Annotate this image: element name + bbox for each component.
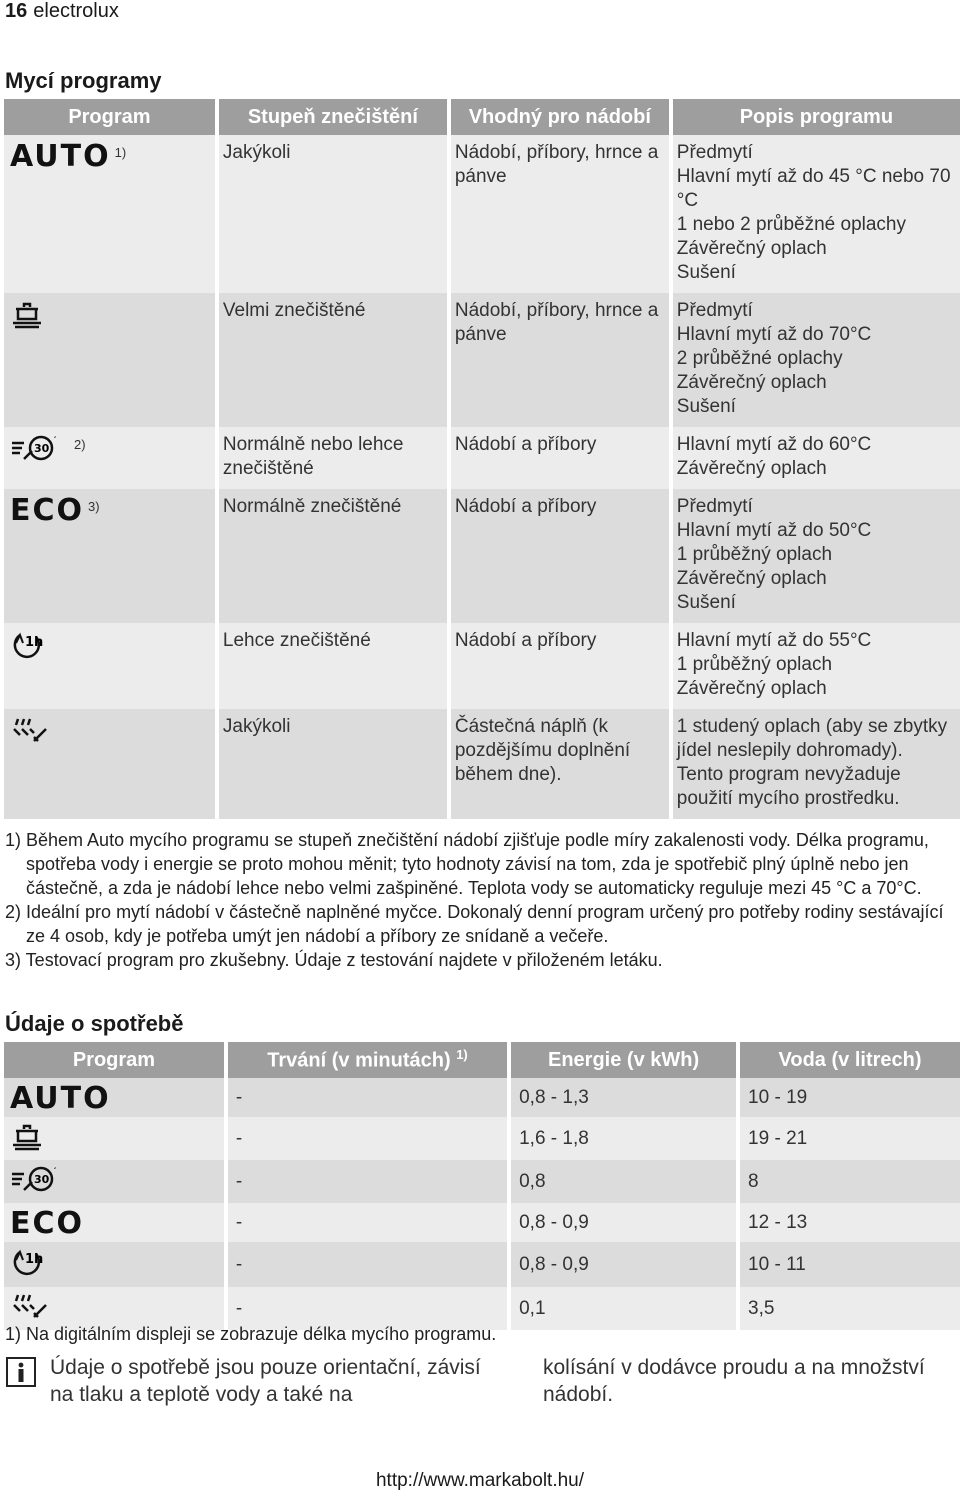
- col-header-water: Voda (v litrech): [740, 1042, 960, 1078]
- duration-cell: -: [228, 1203, 507, 1242]
- info-text-col1: Údaje o spotřebě jsou pouze orientační, závisí na tlaku a teplotě vody a také na: [50, 1356, 481, 1406]
- table-row: [4, 1117, 960, 1160]
- table-row: [4, 623, 960, 709]
- intensive-pot-icon: [10, 1121, 46, 1158]
- duration-cell: -: [228, 1287, 507, 1330]
- col-header-soil: Stupeň znečištění: [219, 99, 447, 135]
- table-row: [4, 135, 960, 293]
- table-row: [4, 489, 960, 623]
- footnote-1: 1) Během Auto mycího programu se stupeň znečištění nádobí zjišťuje podle míry zakalenosti vody. Délka programu, spotřeba vody i energie se proto mohou měnit; tyto hodnoty závisí na tom, zda je spotřebič plný úplně nebo jen částečně, a zda je nádobí lehce nebo velmi zašpiněné. Teplota vody se automaticky reguluje mezi 45 °C a 70°C.: [5, 830, 929, 898]
- quick-30-icon: [10, 433, 70, 470]
- page-header: [5, 0, 119, 23]
- col-header-program: Program: [4, 99, 215, 135]
- soil-level-cell: Velmi znečištěné: [219, 293, 447, 427]
- table-row: [4, 293, 960, 427]
- table-row: [4, 427, 960, 489]
- auto-word-icon: AUTO: [10, 139, 111, 174]
- program-icon-cell: [4, 1203, 224, 1242]
- program-description-cell: Hlavní mytí až do 55°C 1 průběžný oplach Závěrečný oplach: [673, 623, 960, 709]
- svg-text:30: 30: [34, 442, 50, 455]
- program-description-cell: Hlavní mytí až do 60°C Závěrečný oplach: [673, 427, 960, 489]
- programs-footnotes: [5, 828, 960, 972]
- consumption-table: [0, 1042, 960, 1330]
- energy-cell: 0,8: [511, 1160, 736, 1203]
- svg-text:1h: 1h: [25, 635, 44, 650]
- eco-word-icon: ECO: [10, 1205, 85, 1241]
- soil-level-cell: Jakýkoli: [219, 709, 447, 819]
- program-icon-cell: [4, 1078, 224, 1117]
- soil-level-cell: Lehce znečištěné: [219, 623, 447, 709]
- consumption-title: Údaje o spotřebě: [5, 1011, 184, 1036]
- rinse-hold-icon: [10, 715, 54, 752]
- water-cell: 8: [740, 1160, 960, 1203]
- table-row: [4, 1160, 960, 1203]
- svg-text:30: 30: [34, 1173, 50, 1186]
- duration-cell: -: [228, 1117, 507, 1160]
- program-footnote-ref: 3): [88, 499, 100, 514]
- energy-cell: 0,8 - 1,3: [511, 1078, 736, 1117]
- program-icon-cell: [4, 623, 215, 709]
- table-row: [4, 709, 960, 819]
- dishes-cell: Nádobí, příbory, hrnce a pánve: [451, 135, 669, 293]
- program-icon-cell: [4, 709, 215, 819]
- program-icon-cell: [4, 1117, 224, 1160]
- duration-cell: -: [228, 1160, 507, 1203]
- info-text-col2: kolísání v dodávce proudu a na množství nádobí.: [543, 1356, 925, 1406]
- soil-level-cell: Normálně znečištěné: [219, 489, 447, 623]
- col-header-energy: Energie (v kWh): [511, 1042, 736, 1078]
- col-header-duration: Trvání (v minutách) $^{1)}$: [228, 1042, 507, 1078]
- footnote-3: 3) Testovací program pro zkušebny. Údaje z testování najdete v přiloženém letáku.: [5, 950, 663, 970]
- svg-text:′: ′: [54, 1167, 57, 1177]
- one-hour-icon: [10, 1246, 50, 1285]
- soil-level-cell: Normálně nebo lehce znečištěné: [219, 427, 447, 489]
- page-number: 16: [5, 0, 28, 22]
- dishes-cell: Částečná náplň (k pozdějšímu doplnění během dne).: [451, 709, 669, 819]
- program-icon-cell: [4, 293, 215, 427]
- dishes-cell: Nádobí a příbory: [451, 623, 669, 709]
- one-hour-icon: [10, 629, 50, 668]
- footnote-2: 2) Ideální pro mytí nádobí v částečně naplněné myčce. Dokonalý denní program určený pro potřeby rodiny sestávající ze 4 osob, kdy je potřeba umýt jen nádobí a příbory ze snídaně a večeře.: [5, 902, 944, 946]
- water-cell: 3,5: [740, 1287, 960, 1330]
- intensive-pot-icon: [10, 299, 46, 336]
- water-cell: 10 - 19: [740, 1078, 960, 1117]
- soil-level-cell: Jakýkoli: [219, 135, 447, 293]
- program-footnote-ref: 2): [74, 437, 86, 452]
- program-icon-cell: [4, 1160, 224, 1203]
- brand-name: electrolux: [33, 0, 119, 22]
- energy-cell: 0,8 - 0,9: [511, 1203, 736, 1242]
- program-icon-cell: [4, 427, 215, 489]
- water-cell: 12 - 13: [740, 1203, 960, 1242]
- program-icon-cell: [4, 489, 215, 623]
- col-header-program: Program: [4, 1042, 224, 1078]
- energy-cell: 0,1: [511, 1287, 736, 1330]
- program-description-cell: Předmytí Hlavní mytí až do 70°C 2 průběžné oplachy Závěrečný oplach Sušení: [673, 293, 960, 427]
- energy-cell: 1,6 - 1,8: [511, 1117, 736, 1160]
- duration-cell: -: [228, 1242, 507, 1287]
- program-icon-cell: [4, 1242, 224, 1287]
- program-description-cell: 1 studený oplach (aby se zbytky jídel neslepily dohromady). Tento program nevyžaduje použití mycího prostředku.: [673, 709, 960, 819]
- eco-word-icon: ECO: [10, 493, 85, 528]
- table-row: [4, 1078, 960, 1117]
- dishes-cell: Nádobí a příbory: [451, 489, 669, 623]
- energy-cell: 0,8 - 0,9: [511, 1242, 736, 1287]
- col-header-dishes: Vhodný pro nádobí: [451, 99, 669, 135]
- table-row: [4, 1203, 960, 1242]
- water-cell: 10 - 11: [740, 1242, 960, 1287]
- svg-text:1h: 1h: [25, 1252, 44, 1267]
- water-cell: 19 - 21: [740, 1117, 960, 1160]
- program-description-cell: Předmytí Hlavní mytí až do 45 °C nebo 70 °C 1 nebo 2 průběžné oplachy Závěrečný oplach Sušení: [673, 135, 960, 293]
- dishes-cell: Nádobí a příbory: [451, 427, 669, 489]
- info-icon: [6, 1357, 36, 1387]
- col-header-desc: Popis programu: [673, 99, 960, 135]
- table-row: [4, 1242, 960, 1287]
- programs-table: [0, 99, 960, 819]
- auto-word-icon: AUTO: [10, 1080, 111, 1116]
- svg-text:′: ′: [54, 436, 57, 446]
- program-icon-cell: [4, 135, 215, 293]
- program-description-cell: Předmytí Hlavní mytí až do 50°C 1 průběžný oplach Závěrečný oplach Sušení: [673, 489, 960, 623]
- footer-url: http://www.markabolt.hu/: [375, 1470, 585, 1491]
- duration-cell: -: [228, 1078, 507, 1117]
- dishes-cell: Nádobí, příbory, hrnce a pánve: [451, 293, 669, 427]
- programs-title: Mycí programy: [5, 68, 162, 93]
- program-footnote-ref: 1): [114, 145, 127, 160]
- consumption-footnote: 1) Na digitálním displeji se zobrazuje délka mycího programu.: [5, 1324, 497, 1344]
- quick-30-icon: [10, 1164, 70, 1201]
